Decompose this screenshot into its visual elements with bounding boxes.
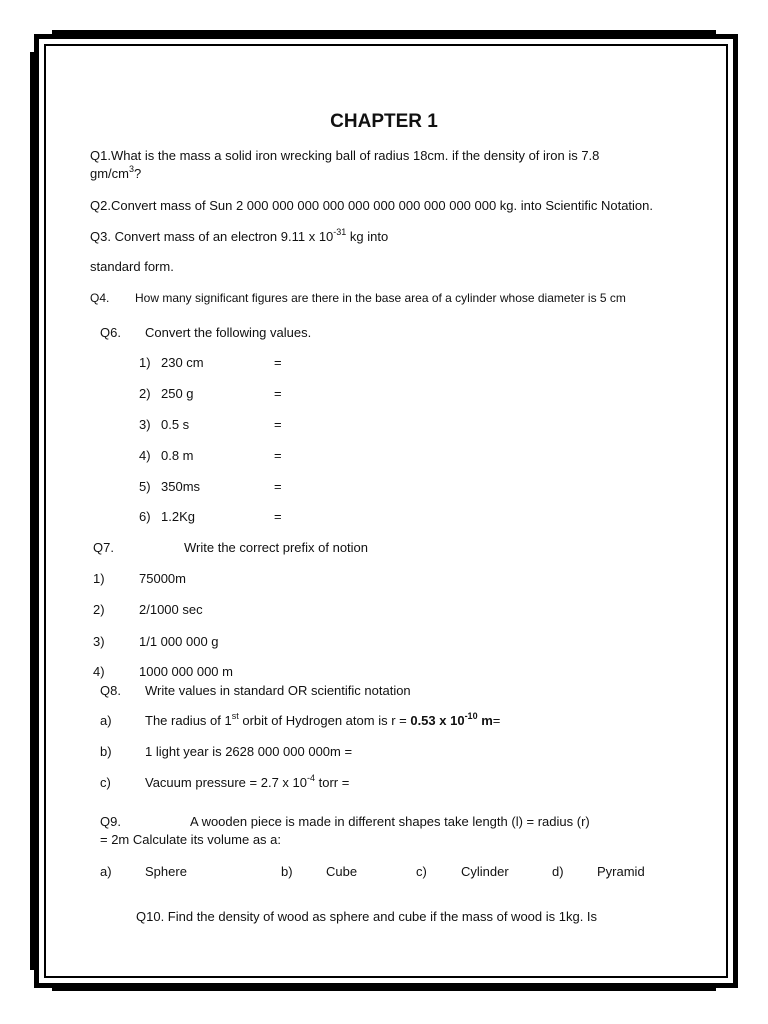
q6-item-num: 1) xyxy=(139,355,151,370)
q1-line2: $gm/cm^3$? xyxy=(90,163,142,181)
q6-label: Q6. xyxy=(100,325,121,340)
q4-text: How many significant figures are there in the base area of a cylinder whose diameter is 5 cm xyxy=(135,291,626,305)
q8-b-num: b) xyxy=(100,744,112,759)
q6-item-num: 5) xyxy=(139,479,151,494)
q6-item-equals: = xyxy=(274,509,282,524)
q7-item-num: 3) xyxy=(93,634,105,649)
q7-text: Write the correct prefix of notion xyxy=(184,540,369,555)
q7-item-value: 1/1 000 000 g xyxy=(139,634,219,649)
q7-item-num: 4) xyxy=(93,664,105,679)
q6-item-value: 0.5 s xyxy=(161,417,190,432)
q8-a-text: The radius of 1st orbit of Hydrogen atom is r = 0.53 x $10^{-10}$ m= xyxy=(145,710,501,728)
q6-item-num: 2) xyxy=(139,386,151,401)
q9-text: A wooden piece is made in different shapes take length (l) = radius (r) xyxy=(190,814,590,829)
q9-label: Q9. xyxy=(100,814,121,829)
q9-option-num: b) xyxy=(281,864,293,879)
q1-line1: Q1.What is the mass a solid iron wrecking ball of radius 18cm. if the density of iron is 7.8 xyxy=(90,148,600,163)
q7-item-value: 75000m xyxy=(139,571,186,586)
q7-item-num: 1) xyxy=(93,571,105,586)
q6-item-num: 6) xyxy=(139,509,151,524)
q6-item-value: 230 cm xyxy=(161,355,204,370)
q8-c-num: c) xyxy=(100,775,111,790)
q4-label: Q4. xyxy=(90,291,110,305)
q6-item-num: 4) xyxy=(139,448,151,463)
q7-item-value: 2/1000 sec xyxy=(139,602,203,617)
q6-item-equals: = xyxy=(274,448,282,463)
q7-item-value: 1000 000 000 m xyxy=(139,664,233,679)
q8-c-text: Vacuum pressure = 2.7 x $10^{-4}$ torr = xyxy=(145,772,350,790)
q6-item-value: 1.2Kg xyxy=(161,509,195,524)
q9-option-value: Cylinder xyxy=(461,864,509,879)
q3-line1: Q3. Convert mass of an electron 9.11 x $10^{-31}$ kg into xyxy=(90,226,389,244)
q2-text: Q2.Convert mass of Sun 2 000 000 000 000 000 000 000 000 000 000 kg. into Scientific Notation. xyxy=(90,198,653,213)
q6-item-equals: = xyxy=(274,386,282,401)
q7-label: Q7. xyxy=(93,540,114,555)
q8-text: Write values in standard OR scientific notation xyxy=(145,683,411,698)
q10-text: Q10. Find the density of wood as sphere and cube if the mass of wood is 1kg. Is xyxy=(136,909,598,924)
q8-label: Q8. xyxy=(100,683,121,698)
q9-option-num: d) xyxy=(552,864,564,879)
q6-item-num: 3) xyxy=(139,417,151,432)
q7-item-num: 2) xyxy=(93,602,105,617)
q6-item-equals: = xyxy=(274,479,282,494)
q6-text: Convert the following values. xyxy=(145,325,312,340)
q8-a-num: a) xyxy=(100,713,112,728)
q6-item-equals: = xyxy=(274,355,282,370)
q9-option-value: Pyramid xyxy=(597,864,645,879)
q3-line2: standard form. xyxy=(90,259,174,274)
q6-item-value: 350ms xyxy=(161,479,201,494)
q9-option-num: c) xyxy=(416,864,427,879)
chapter-title: CHAPTER 1 xyxy=(330,111,438,132)
q6-item-equals: = xyxy=(274,417,282,432)
q8-b-text: 1 light year is 2628 000 000 000m = xyxy=(145,744,353,759)
q9-option-num: a) xyxy=(100,864,112,879)
q9-option-value: Cube xyxy=(326,864,358,879)
q9-line2: = 2m Calculate its volume as a: xyxy=(100,832,281,847)
q6-item-value: 0.8 m xyxy=(161,448,194,463)
q6-item-value: 250 g xyxy=(161,386,194,401)
q9-option-value: Sphere xyxy=(145,864,187,879)
